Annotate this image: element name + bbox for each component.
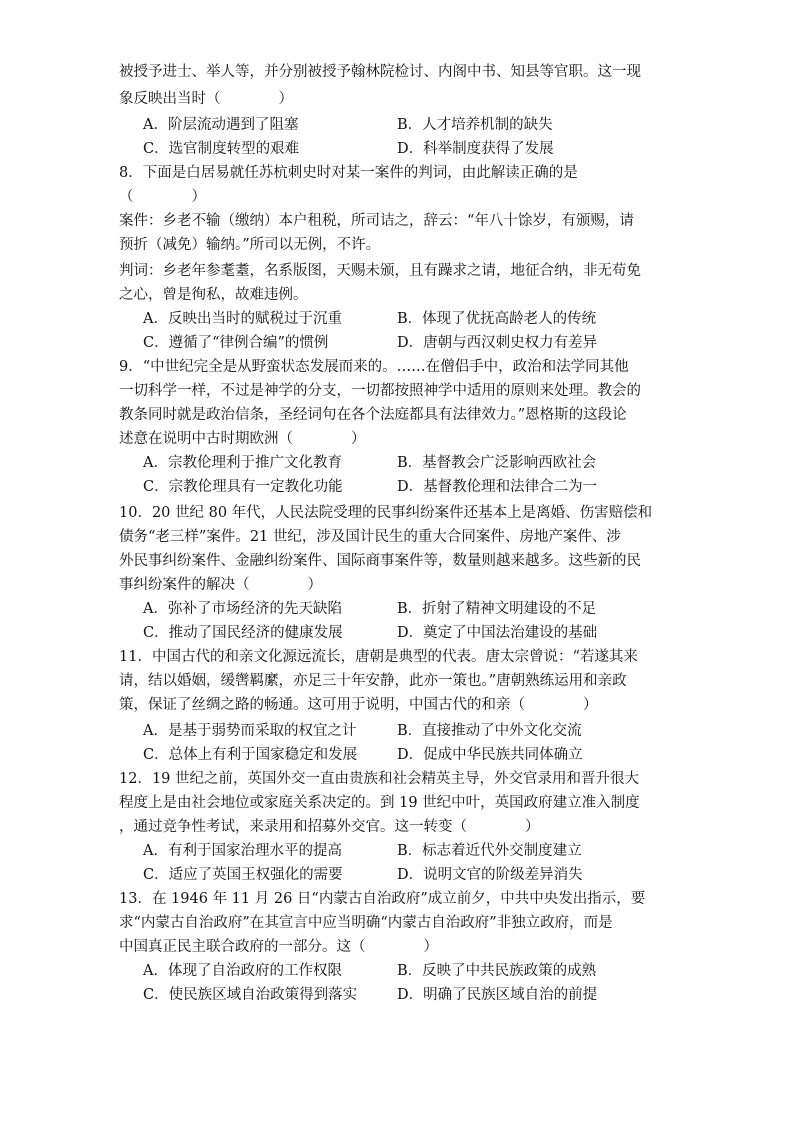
q13-option-d: D．明确了民族区域自治的前提 [397, 987, 598, 1003]
q8-stem-line-2: （ ） [119, 189, 206, 205]
q7-option-d: D．科举制度获得了发展 [397, 141, 554, 157]
q9-option-c: C．宗教伦理具有一定教化功能 [143, 479, 343, 495]
q11-stem-line-1: 11．中国古代的和亲文化源远流长，唐朝是典型的代表。唐太宗曾说：“若遂其来 [119, 649, 638, 665]
q8-verdict-line-1: 判词：乡老年参耄耋，名系版图，天赐未颁，且有躁求之请，地征合纳，非无苟免 [119, 263, 641, 279]
q13-stem-line-3: 中国真正民主联合政府的一部分。这（ ） [119, 939, 438, 955]
q8-option-b: B．体现了优抚高龄老人的传统 [397, 311, 597, 327]
q9-stem-line-2: 一切科学一样，不过是神学的分支，一切都按照神学中适用的原则来处理。教会的 [119, 383, 641, 399]
q9-stem-line-3: 教条同时就是政治信条，圣经词句在各个法庭都具有法律效力。”恩格斯的这段论 [119, 407, 627, 423]
q13-option-c: C．使民族区域自治政策得到落实 [143, 987, 358, 1003]
q10-option-a: A．弥补了市场经济的先天缺陷 [143, 601, 342, 617]
q10-stem-line-4: 事纠纷案件的解决（ ） [119, 577, 322, 593]
q9-stem-line-1: 9．“中世纪完全是从野蛮状态发展而来的。……在僧侣手中，政治和法学同其他 [119, 359, 629, 375]
q11-option-a: A．是基于弱势而采取的权宜之计 [143, 723, 357, 739]
q11-option-d: D．促成中华民族共同体确立 [397, 747, 583, 763]
q12-option-d: D．说明文官的阶级差异消失 [397, 867, 583, 883]
q12-stem-line-2: 程度上是由社会地位或家庭关系决定的。到 19 世纪中叶，英国政府建立准入制度 [119, 795, 640, 811]
q13-option-a: A．体现了自治政府的工作权限 [143, 963, 342, 979]
q12-option-c: C．适应了英国王权强化的需要 [143, 867, 343, 883]
q9-option-a: A．宗教伦理利于推广文化教育 [143, 455, 342, 471]
q8-verdict-line-2: 之心，曾是徇私，故难违例。 [119, 287, 308, 303]
q10-option-b: B．折射了精神文明建设的不足 [397, 601, 597, 617]
q13-stem-line-1: 13．在 1946 年 11 月 26 日“内蒙古自治政府”成立前夕，中共中央发出指示，要 [119, 891, 646, 907]
q7-option-b: B．人才培养机制的缺失 [397, 117, 553, 133]
q13-option-b: B．反映了中共民族政策的成熟 [397, 963, 597, 979]
q7-option-c: C．选官制度转型的艰难 [143, 141, 300, 157]
q8-case-line-2: 预折（减免）输纳。”所司以无例，不许。 [119, 237, 381, 253]
q8-stem-line-1: 8．下面是白居易就任苏杭刺史时对某一案件的判词，由此解读正确的是 [119, 165, 578, 181]
q12-stem-line-1: 12．19 世纪之前，英国外交一直由贵族和社会精英主导，外交官录用和晋升很大 [119, 771, 640, 787]
q11-stem-line-3: 策，保证了丝绸之路的畅通。这可用于说明，中国古代的和亲（ ） [119, 697, 598, 713]
q11-stem-line-2: 请，结以婚姻，缓辔羁縻，亦足三十年安静，此亦一策也。”唐朝熟练运用和亲政 [119, 673, 627, 689]
q10-stem-line-1: 10．20 世纪 80 年代，人民法院受理的民事纠纷案件还基本上是离婚、伤害赔偿和 [119, 505, 653, 521]
q10-option-c: C．推动了国民经济的健康发展 [143, 625, 343, 641]
q9-option-b: B．基督教会广泛影响西欧社会 [397, 455, 597, 471]
q10-stem-line-2: 债务“老三样”案件。21 世纪，涉及国计民生的重大合同案件、房地产案件、涉 [119, 529, 621, 545]
q8-option-c: C．遵循了“律例合编”的惯例 [143, 335, 329, 351]
q7-stem-line-1: 被授予进士、举人等，并分别被授予翰林院检讨、内阁中书、知县等官职。这一现 [119, 64, 641, 80]
q13-stem-line-2: 求“内蒙古自治政府”在其宣言中应当明确“内蒙古自治政府”非独立政府，而是 [119, 915, 613, 931]
q8-option-a: A．反映出当时的赋税过于沉重 [143, 311, 342, 327]
q7-option-a: A．阶层流动遇到了阻塞 [143, 117, 299, 133]
q9-option-d: D．基督教伦理和法律合二为一 [397, 479, 598, 495]
q12-option-b: B．标志着近代外交制度建立 [397, 843, 582, 859]
q7-stem-line-2: 象反映出当时（ ） [119, 91, 293, 107]
q12-stem-line-3: ，通过竞争性考试，来录用和招募外交官。这一转变（ ） [119, 819, 540, 835]
q8-case-line-1: 案件：乡老不输（缴纳）本户租税，所司诘之，辞云：“年八十馀岁，有颁赐，请 [119, 213, 634, 229]
q12-option-a: A．有利于国家治理水平的提高 [143, 843, 342, 859]
q10-stem-line-3: 外民事纠纷案件、金融纠纷案件、国际商事案件等，数量则越来越多。这些新的民 [119, 553, 641, 569]
q11-option-c: C．总体上有利于国家稳定和发展 [143, 747, 358, 763]
q8-option-d: D．唐朝与西汉刺史权力有差异 [397, 335, 598, 351]
q10-option-d: D．奠定了中国法治建设的基础 [397, 625, 598, 641]
q9-stem-line-4: 述意在说明中古时期欧洲（ ） [119, 431, 366, 447]
q11-option-b: B．直接推动了中外文化交流 [397, 723, 582, 739]
